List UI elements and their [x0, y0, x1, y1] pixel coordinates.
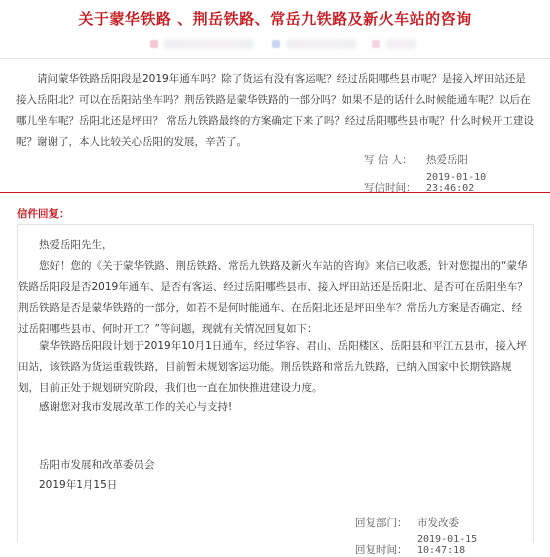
letter-time: 2019-01-10 23:46:02 — [426, 172, 487, 194]
reply-time-row — [355, 534, 527, 557]
reply-divider — [0, 192, 550, 193]
header-divider — [0, 58, 550, 59]
blurred-meta-text — [386, 39, 416, 49]
letter-time-label: 写信时间： — [364, 182, 417, 194]
reply-paragraph-1: 您好！您的《关于蒙华铁路、荆岳铁路、常岳九铁路及新火车站的咨询》来信已收悉，针对您提出的“蒙华铁路岳阳段是否2019年通车、是否有客运、经过岳阳哪些县市、接入坪田站还是岳阳北、是否可在岳阳坐车？荆岳铁路是否是蒙华铁路的一部分，如若不是何时能通车、在岳阳北还是坪田坐车？常岳九方案是否确定、经过岳阳哪些县市、何时开工？”等问题，现就有关情况回复如下： — [18, 260, 528, 335]
blurred-marker — [372, 40, 380, 48]
reply-dept-row — [355, 515, 527, 530]
reply-greeting: 热爱岳阳先生， — [39, 239, 113, 251]
letter-writer-row — [364, 152, 536, 167]
reply-paragraph-3: 感谢您对我市发展改革工作的关心与支持! — [39, 401, 233, 413]
reply-time: 2019-01-15 10:47:18 — [417, 534, 478, 556]
reply-organization: 岳阳市发展和改革委员会 — [39, 459, 155, 471]
reply-header: 信件回复： — [17, 208, 70, 220]
blurred-marker — [272, 40, 280, 48]
page-title: 关于蒙华铁路 、荆岳铁路、常岳九铁路及新火车站的咨询 — [78, 10, 472, 28]
reply-date: 2019年1月15日 — [39, 479, 118, 491]
writer-name: 热爱岳阳 — [426, 154, 468, 166]
blurred-meta-text — [164, 39, 254, 49]
blurred-marker — [150, 40, 158, 48]
reply-box — [17, 224, 534, 556]
reply-dept-label: 回复部门： — [355, 517, 408, 529]
writer-label: 写 信 人： — [364, 154, 413, 166]
blurred-meta-text — [286, 39, 356, 49]
reply-paragraph-2: 蒙华铁路岳阳段计划于2019年10月1日通车，经过华容、君山、岳阳楼区、岳阳县和平江五县市，接入坪田站，该铁路为货运重载铁路，目前暂未规划客运功能。荆岳铁路和常岳九铁路，已纳入国家中长期铁路规划，目前正处于规划研究阶段，我们也一直在加快推进建设力度。 — [18, 340, 527, 394]
reply-dept: 市发改委 — [417, 517, 459, 529]
reply-time-label: 回复时间： — [355, 544, 408, 556]
letter-body: 请问蒙华铁路岳阳段是2019年通车吗？除了货运有没有客运呢？经过岳阳哪些县市呢？是接入坪田站还是接入岳阳北？可以在岳阳站坐车吗？荆岳铁路是蒙华铁路的一部分吗？如果不是的话什么时候能通车呢？以后在哪儿坐车呢？岳阳北还是坪田？ 常岳九铁路最终的方案确定下来了吗？经过岳阳哪些县市呢？什么时候开工建设呢？谢谢了，本人比较关心岳阳的发展，辛苦了。 — [16, 73, 534, 148]
blurred-meta-bar — [0, 37, 550, 51]
